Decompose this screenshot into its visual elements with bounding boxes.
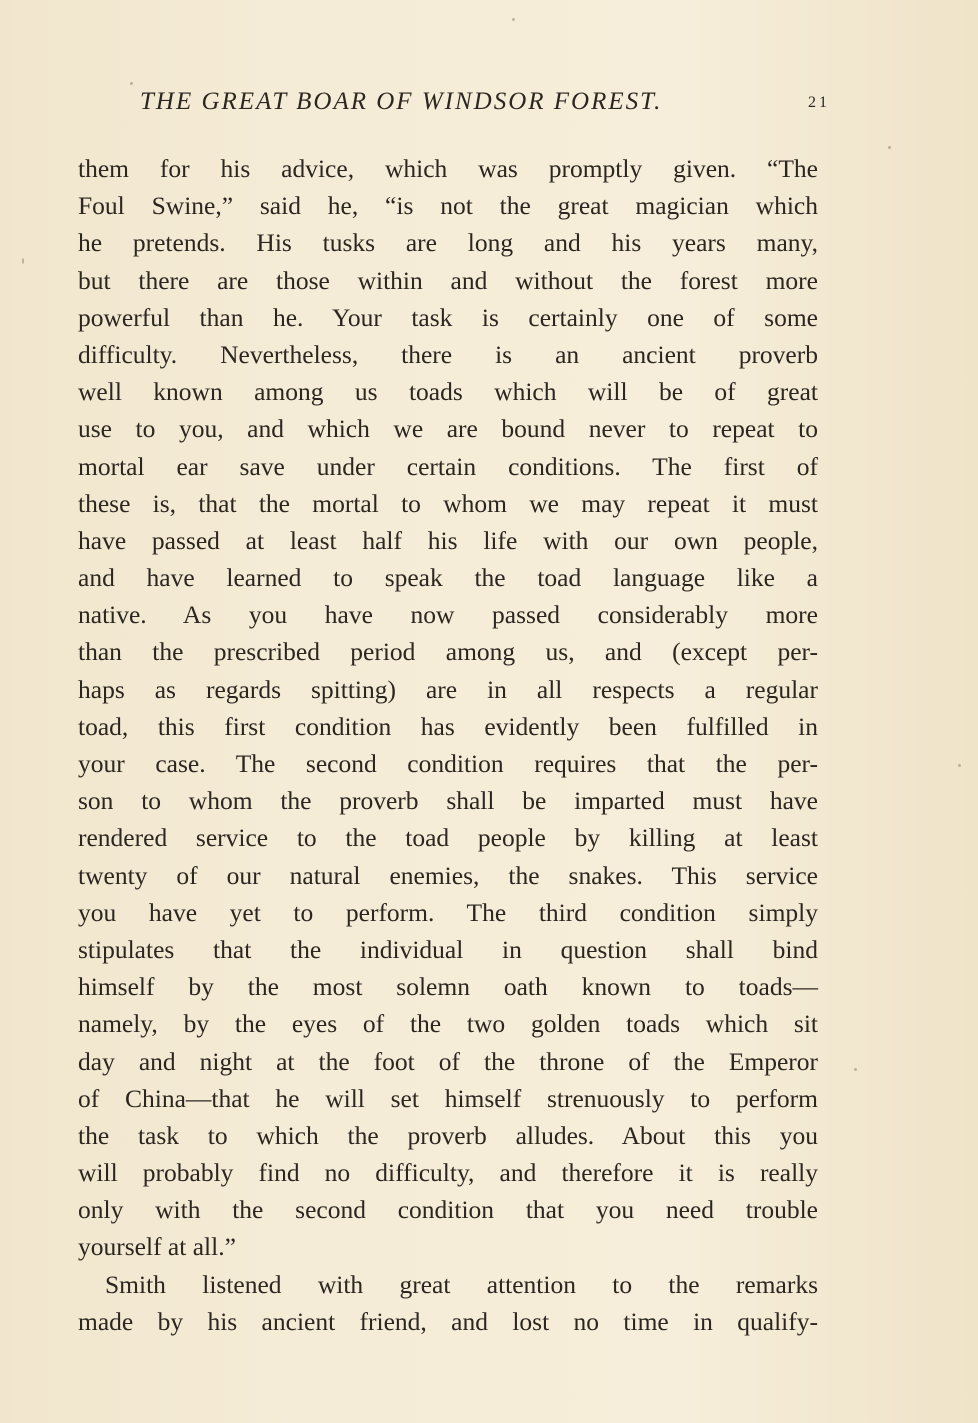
text-line: stipulates that the individual in question shall bind bbox=[78, 934, 818, 964]
text-line: namely, by the eyes of the two golden toads which sit bbox=[78, 1009, 818, 1039]
running-title: THE GREAT BOAR OF WINDSOR FOREST. bbox=[140, 88, 663, 115]
text-line: twenty of our natural enemies, the snakes. This service bbox=[78, 860, 818, 890]
paper-speck bbox=[888, 146, 891, 149]
text-line: toad, this first condition has evidently been fulfilled in bbox=[78, 711, 818, 741]
text-line: your case. The second condition requires that the per- bbox=[78, 749, 818, 778]
text-line: native. As you have now passed considerably more bbox=[78, 600, 818, 630]
text-line: use to you, and which we are bound never to repeat to bbox=[78, 414, 818, 444]
text-line: well known among us toads which will be of great bbox=[78, 377, 818, 407]
paper-speck bbox=[854, 1068, 857, 1071]
text-line: than the prescribed period among us, and (except per- bbox=[78, 637, 818, 667]
text-line: day and night at the foot of the throne of the Emperor bbox=[78, 1046, 818, 1076]
text-line: only with the second condition that you need trouble bbox=[78, 1195, 818, 1225]
text-line: the task to which the proverb alludes. About this you bbox=[78, 1120, 818, 1150]
text-line: he pretends. His tusks are long and his years many, bbox=[78, 228, 818, 258]
body-text bbox=[78, 150, 818, 1340]
text-line: these is, that the mortal to whom we may repeat it must bbox=[78, 488, 818, 518]
paper-speck bbox=[512, 18, 515, 21]
text-line: have passed at least half his life with our own people, bbox=[78, 525, 818, 555]
text-line: and have learned to speak the toad language like a bbox=[78, 563, 818, 593]
text-line: powerful than he. Your task is certainly one of some bbox=[78, 302, 818, 332]
paper-speck bbox=[22, 258, 24, 264]
text-line: mortal ear save under certain conditions. The first of bbox=[78, 451, 818, 481]
text-line: made by his ancient friend, and lost no time in qualify- bbox=[78, 1306, 818, 1336]
text-line: of China—that he will set himself strenuously to perform bbox=[78, 1083, 818, 1113]
text-line: difficulty. Nevertheless, there is an ancient proverb bbox=[78, 339, 818, 369]
text-line: himself by the most solemn oath known to toads— bbox=[78, 972, 818, 1002]
paragraph-start-line: Smith listened with great attention to the remarks bbox=[105, 1269, 818, 1299]
paragraph-end-line: yourself at all.” bbox=[78, 1232, 236, 1262]
paper-speck bbox=[130, 82, 133, 85]
text-line: them for his advice, which was promptly given. “The bbox=[78, 154, 818, 183]
text-line: will probably find no difficulty, and therefore it is really bbox=[78, 1158, 818, 1188]
paper-speck bbox=[958, 764, 961, 767]
text-line: but there are those within and without the forest more bbox=[78, 265, 818, 295]
text-line: you have yet to perform. The third condition simply bbox=[78, 897, 818, 927]
text-line: haps as regards spitting) are in all respects a regular bbox=[78, 674, 818, 704]
page-number: 21 bbox=[808, 94, 830, 111]
text-line: rendered service to the toad people by killing at least bbox=[78, 823, 818, 853]
text-line: Foul Swine,” said he, “is not the great magician which bbox=[78, 191, 818, 221]
text-line: son to whom the proverb shall be imparted must have bbox=[78, 786, 818, 816]
running-header bbox=[140, 88, 830, 122]
